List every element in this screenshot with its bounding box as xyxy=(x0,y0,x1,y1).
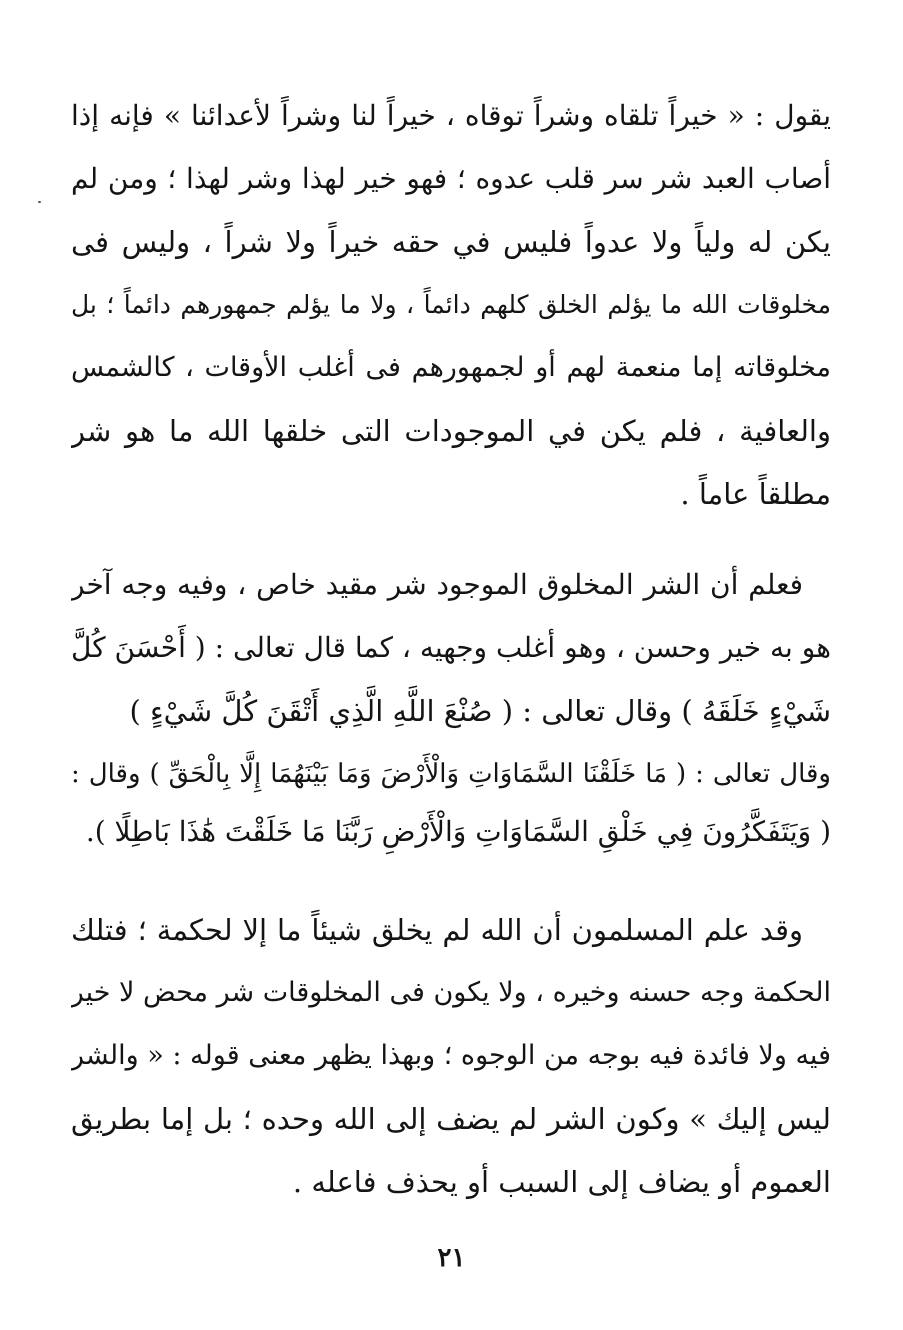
paragraph-2-line-4: وقال تعالى : ( مَا خَلَقْنَا السَّمَاوَاتِ وَالْأَرْضَ وَمَا بَيْنَهُمَا إِلَّا بِالْحَقِّ ) وقال : xyxy=(71,759,831,789)
paragraph-1-line-5: مخلوقاته إما منعمة لهم أو لجمهورهم فى أغلب الأوقات ، كالشمس xyxy=(71,352,831,383)
paragraph-2-line-2: هو به خير وحسن ، وهو أغلب وجهيه ، كما قال تعالى : ( أَحْسَنَ كُلَّ xyxy=(71,631,831,664)
scan-speck xyxy=(38,201,41,203)
paragraph-3-line-4: ليس إليك » وكون الشر لم يضف إلى الله وحده ؛ بل إما بطريق xyxy=(71,1102,831,1136)
paragraph-1-line-1: يقول : « خيراً تلقاه وشراً توقاه ، خيراً لنا وشراً لأعدائنا » فإنه إذا xyxy=(71,99,831,132)
paragraph-2-line-3: شَيْءٍ خَلَقَهُ ) وقال تعالى : ( صُنْعَ اللَّهِ الَّذِي أَتْقَنَ كُلَّ شَيْءٍ ) xyxy=(129,694,831,728)
paragraph-2-line-5: ( وَيَتَفَكَّرُونَ فِي خَلْقِ السَّمَاوَاتِ وَالْأَرْضِ رَبَّنَا مَا خَلَقْتَ هَٰذَا بَاطِلًا ). xyxy=(85,815,831,848)
paragraph-1-line-7: مطلقاً عاماً . xyxy=(680,477,831,511)
paragraph-3-line-5: العموم أو يضاف إلى السبب أو يحذف فاعله . xyxy=(292,1165,831,1199)
paragraph-1-line-3: يكن له ولياً ولا عدواً فليس في حقه خيراً ولا شراً ، وليس فى xyxy=(71,225,831,259)
paragraph-1-line-6: والعافية ، فلم يكن في الموجودات التى خلقها الله ما هو شر xyxy=(71,414,831,448)
paragraph-1-line-4: مخلوقات الله ما يؤلم الخلق كلهم دائماً ، ولا ما يؤلم جمهورهم دائماً ؛ بل xyxy=(71,290,831,319)
paragraph-3-line-2: الحكمة وجه حسنه وخيره ، ولا يكون فى المخلوقات شر محض لا خير xyxy=(71,977,831,1008)
paragraph-1-line-2: أصاب العبد شر سر قلب عدوه ؛ فهو خير لهذا وشر لهذا ؛ ومن لم xyxy=(71,162,831,195)
paragraph-2-line-1: فعلم أن الشر المخلوق الموجود شر مقيد خاص ، وفيه وجه آخر xyxy=(71,568,803,601)
paragraph-3-line-3: فيه ولا فائدة فيه بوجه من الوجوه ؛ وبهذا يظهر معنى قوله : « والشر xyxy=(71,1040,831,1071)
paragraph-3-line-1: وقد علم المسلمون أن الله لم يخلق شيئاً ما إلا لحكمة ؛ فتلك xyxy=(71,913,803,947)
page-number: ٢١ xyxy=(437,1243,466,1273)
